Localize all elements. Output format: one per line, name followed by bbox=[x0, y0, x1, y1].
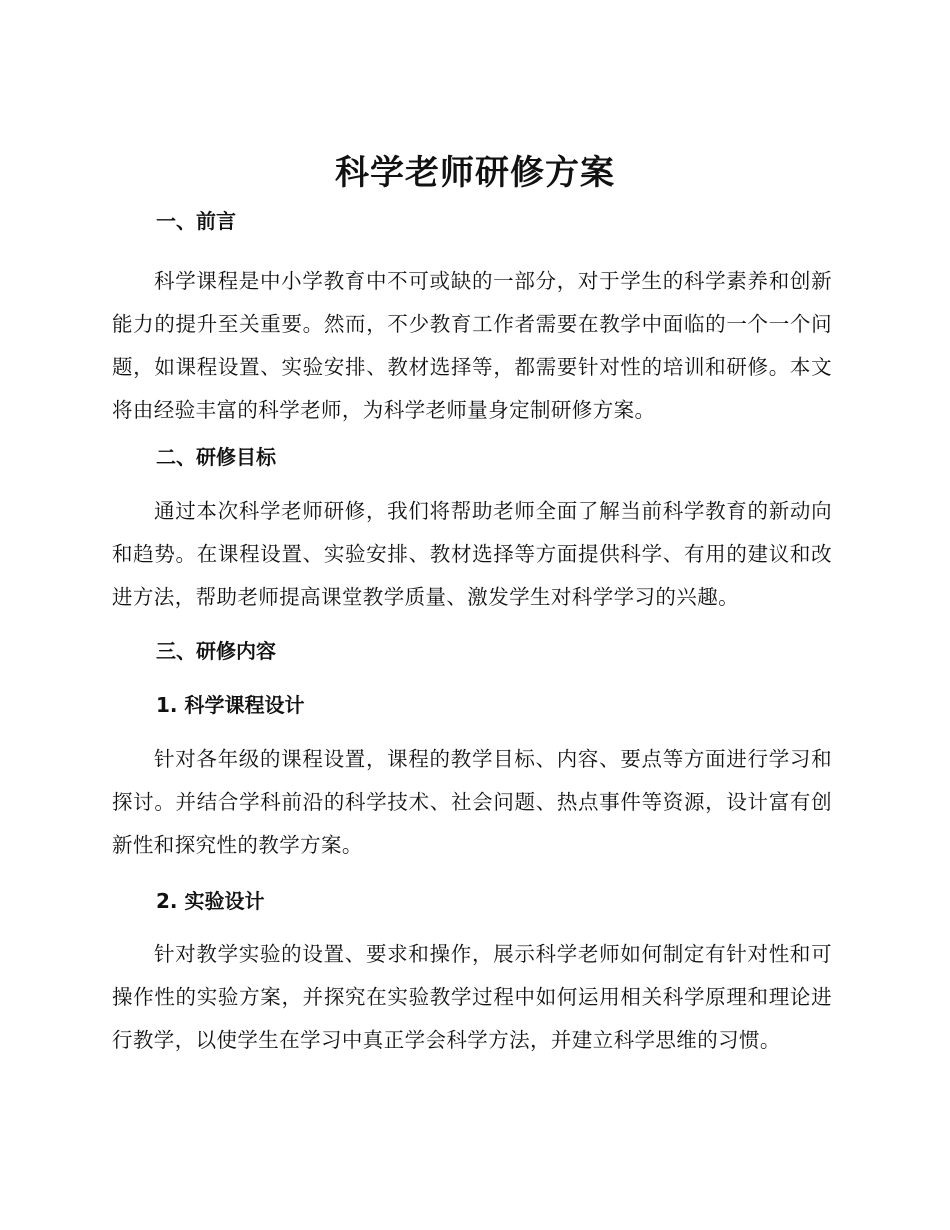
subsection-paragraph-course-design: 针对各年级的课程设置，课程的教学目标、内容、要点等方面进行学习和探讨。并结合学科前沿的科学技术、社会问题、热点事件等资源，设计富有创新性和探究性的教学方案。 bbox=[112, 747, 832, 857]
document-title: 科学老师研修方案 bbox=[335, 153, 615, 193]
subsection-heading-experiment-design: 2. 实验设计 bbox=[156, 889, 265, 913]
section-heading-preface: 一、前言 bbox=[156, 209, 236, 233]
section-heading-content: 三、研修内容 bbox=[156, 639, 276, 663]
section-heading-goals: 二、研修目标 bbox=[156, 445, 276, 469]
section-paragraph-goals: 通过本次科学老师研修，我们将帮助老师全面了解当前科学教育的新动向和趋势。在课程设置、实验安排、教材选择等方面提供科学、有用的建议和改进方法，帮助老师提高课堂教学质量、激发学生对科学学习的兴趣。 bbox=[112, 499, 832, 609]
subsection-heading-course-design: 1. 科学课程设计 bbox=[156, 693, 305, 717]
section-paragraph-preface: 科学课程是中小学教育中不可或缺的一部分，对于学生的科学素养和创新能力的提升至关重要。然而，不少教育工作者需要在教学中面临的一个一个问题，如课程设置、实验安排、教材选择等，都需要针对性的培训和研修。本文将由经验丰富的科学老师，为科学老师量身定制研修方案。 bbox=[112, 269, 832, 422]
subsection-paragraph-experiment-design: 针对教学实验的设置、要求和操作，展示科学老师如何制定有针对性和可操作性的实验方案，并探究在实验教学过程中如何运用相关科学原理和理论进行教学，以使学生在学习中真正学会科学方法，并建立科学思维的习惯。 bbox=[112, 942, 832, 1052]
